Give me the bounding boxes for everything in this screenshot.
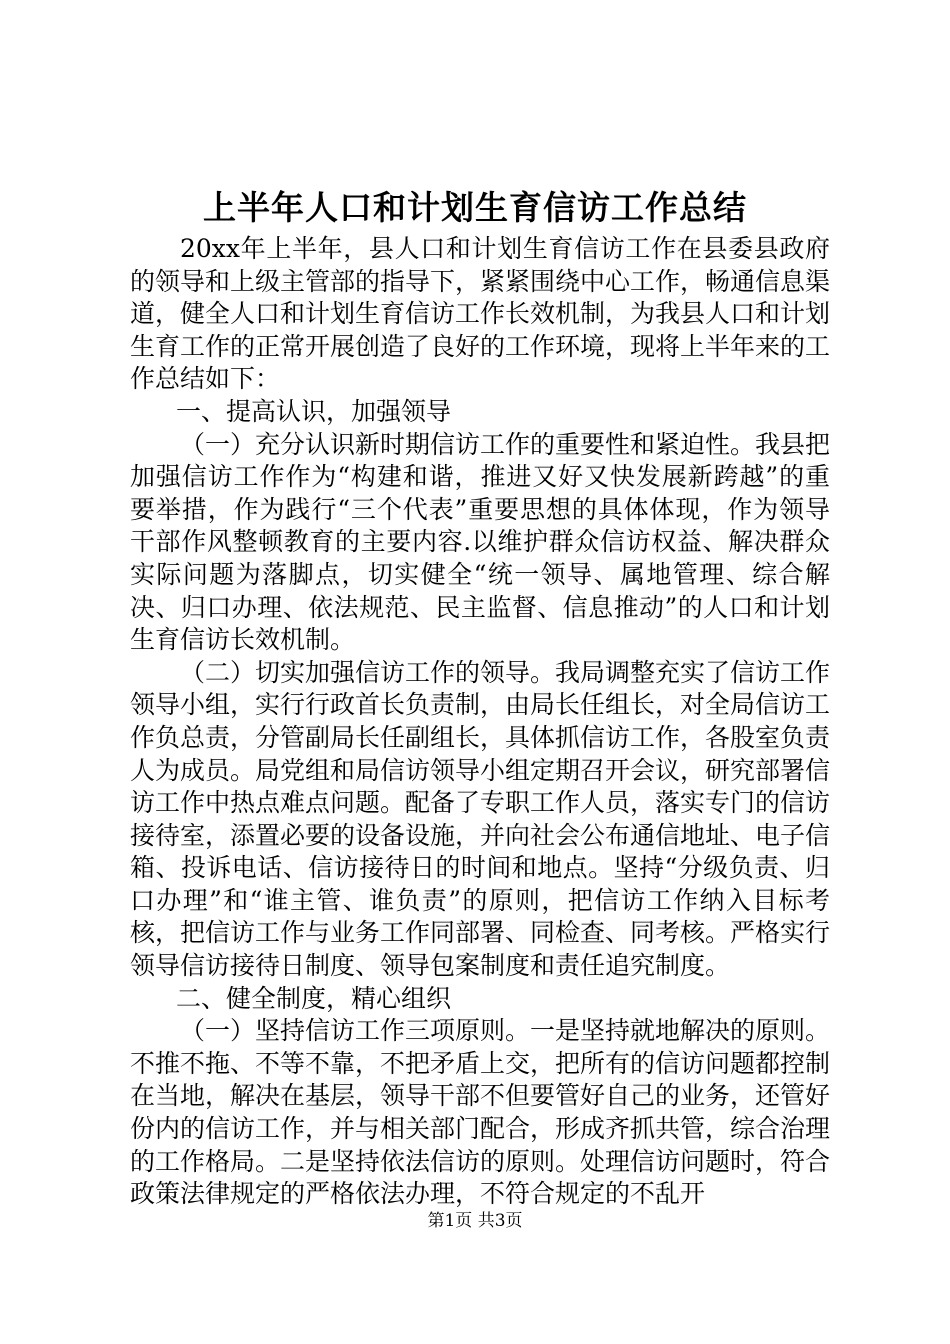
paragraph-2-1: （一）坚持信访工作三项原则。一是坚持就地解决的原则。不推不拖、不等不靠，不把矛盾上交，把所有的信访问题都控制在当地，解决在基层，领导干部不但要管好自己的业务，还管好份内的信访工作，并与相关部门配合，形成齐抓共管，综合治理的工作格局。二是坚持依法信访的原则。处理信访问题时，符合政策法律规定的严格依法办理，不符合规定的不乱开 — [130, 1016, 831, 1209]
paragraph-1-1: （一）充分认识新时期信访工作的重要性和紧迫性。我县把加强信访工作作为“构建和谐，推进又好又快发展新跨越”的重要举措，作为践行“三个代表”重要思想的具体体现，作为领导干部作风整顿教育的主要内容.以维护群众信访权益、解决群众实际问题为落脚点，切实健全“统一领导、属地管理、综合解决、归口办理、依法规范、民主监督、信息推动”的人口和计划生育信访长效机制。 — [130, 429, 831, 655]
document-body — [130, 233, 830, 1211]
paragraph-1-2: （二）切实加强信访工作的领导。我局调整充实了信访工作领导小组，实行行政首长负责制，由局长任组长，对全局信访工作负总责，分管副局长任副组长，具体抓信访工作，各股室负责人为成员。局党组和局信访领导小组定期召开会议，研究部署信访工作中热点难点问题。配备了专职工作人员，落实专门的信访接待室，添置必要的设备设施，并向社会公布通信地址、电子信箱、投诉电话、信访接待日的时间和地点。坚持“分级负责、归口办理”和“谁主管、谁负责”的原则，把信访工作纳入目标考核，把信访工作与业务工作同部署、同检查、同考核。严格实行领导信访接待日制度、领导包案制度和责任追究制度。 — [130, 657, 831, 981]
page-number-footer: 第1页 共3页 — [427, 1211, 523, 1231]
section-heading-1: 一、提高认识，加强领导 — [176, 396, 452, 426]
section-heading-2: 二、健全制度，精心组织 — [176, 983, 452, 1013]
document-title: 上半年人口和计划生育信访工作总结 — [203, 188, 747, 227]
paragraph-intro: 20xx年上半年，县人口和计划生育信访工作在县委县政府的领导和上级主管部的指导下，紧紧围绕中心工作，畅通信息渠道，健全人口和计划生育信访工作长效机制，为我县人口和计划生育工作的正常开展创造了良好的工作环境，现将上半年来的工作总结如下： — [130, 234, 831, 394]
